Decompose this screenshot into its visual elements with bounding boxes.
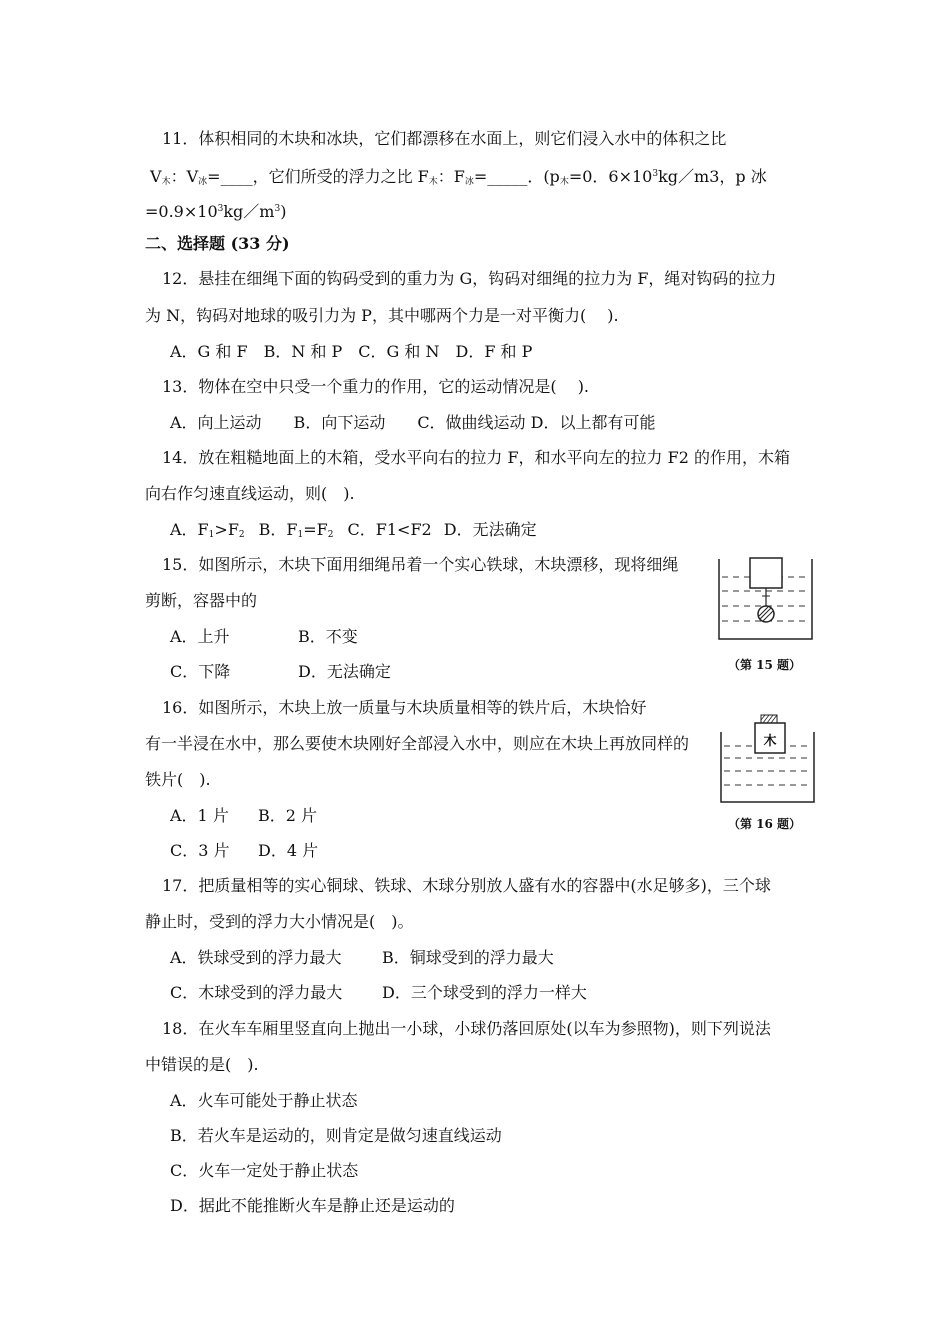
q16-line1: 16．如图所示，木块上放一质量与木块质量相等的铁片后，木块恰好 xyxy=(162,698,647,717)
q17-line2: 静止时，受到的浮力大小情况是( )。 xyxy=(145,912,414,931)
q16-figure xyxy=(718,710,818,808)
q16-option-a: A．1 片 xyxy=(170,806,229,825)
q18-line2: 中错误的是( ). xyxy=(145,1055,259,1074)
wood-block xyxy=(750,558,782,588)
q16-line2: 有一半浸在水中，那么要使木块刚好全部浸入水中，则应在木块上再放同样的 xyxy=(145,734,690,753)
q11-line1: 11．体积相同的木块和冰块，它们都漂移在水面上，则它们浸入水中的体积之比 xyxy=(162,129,727,148)
q17-option-d: D．三个球受到的浮力一样大 xyxy=(382,983,587,1002)
q15-caption: （第 15 题） xyxy=(728,658,802,672)
q16-line3: 铁片( ). xyxy=(145,770,211,789)
q16-block-label: 木 xyxy=(763,734,777,749)
q15-option-d: D．无法确定 xyxy=(298,662,391,681)
q18-option-a: A．火车可能处于静止状态 xyxy=(170,1091,358,1110)
q11-line3: $=0.9\times 10^3kg/m^3$) xyxy=(145,202,287,221)
q15-option-a: A．上升 xyxy=(170,627,230,646)
q18-line1: 18．在火车车厢里竖直向上抛出一小球，小球仍落回原处(以车为参照物)，则下列说法 xyxy=(162,1019,771,1038)
q17-option-b: B．铜球受到的浮力最大 xyxy=(382,948,554,967)
q14-line1: 14．放在粗糙地面上的木箱，受水平向右的拉力 F，和水平向左的拉力 F2 的作用，木箱 xyxy=(162,448,791,467)
q16-option-c: C．3 片 xyxy=(170,841,230,860)
q17-option-a: A．铁球受到的浮力最大 xyxy=(170,948,342,967)
q18-option-d: D．据此不能推断火车是静止还是运动的 xyxy=(170,1196,455,1215)
q15-option-c: C．下降 xyxy=(170,662,231,681)
q15-figure xyxy=(716,555,816,645)
q12-line1: 12．悬挂在细绳下面的钩码受到的重力为 G，钩码对细绳的拉力为 F，绳对钩码的拉力 xyxy=(162,269,777,288)
q16-caption: （第 16 题） xyxy=(728,817,802,831)
q14-options: A．$F_1>F_2$ B．$F_1=F_2$ C．F1<F2 D．无法确定 xyxy=(170,520,537,540)
section-title: 二、选择题 (33 分) xyxy=(145,234,290,253)
q14-line2: 向右作匀速直线运动，则( ). xyxy=(145,484,355,503)
q15-line1: 15．如图所示，木块下面用细绳吊着一个实心铁球，木块漂移，现将细绳 xyxy=(162,555,679,574)
q15-option-b: B．不变 xyxy=(298,627,358,646)
q18-option-c: C．火车一定处于静止状态 xyxy=(170,1161,359,1180)
q15-line2: 剪断，容器中的 xyxy=(145,591,258,610)
q17-line1: 17．把质量相等的实心铜球、铁球、木球分别放人盛有水的容器中(水足够多)，三个球 xyxy=(162,876,771,895)
q11-line2: $V_木$：$V_冰=\_\_\_\_$，它们所受的浮力之比 $F_木$：$F_冰=\_\_\_\_\_$．($p_木=0$．$6\times 10^3kg/m3$，p 冰 xyxy=(150,167,767,187)
q12-options: A．G 和 F B．N 和 P C．G 和 N D．F 和 P xyxy=(170,342,533,361)
q18-option-b: B．若火车是运动的，则肯定是做匀速直线运动 xyxy=(170,1126,502,1145)
q13-line1: 13．物体在空中只受一个重力的作用，它的运动情况是( ). xyxy=(162,377,590,396)
q17-option-c: C．木球受到的浮力最大 xyxy=(170,983,343,1002)
q12-line2: 为 N，钩码对地球的吸引力为 P，其中哪两个力是一对平衡力( ). xyxy=(145,306,619,325)
q16-option-d: D．4 片 xyxy=(258,841,319,860)
q13-options: A．向上运动 B．向下运动 C．做曲线运动 D．以上都有可能 xyxy=(170,413,656,432)
q16-option-b: B．2 片 xyxy=(258,806,318,825)
